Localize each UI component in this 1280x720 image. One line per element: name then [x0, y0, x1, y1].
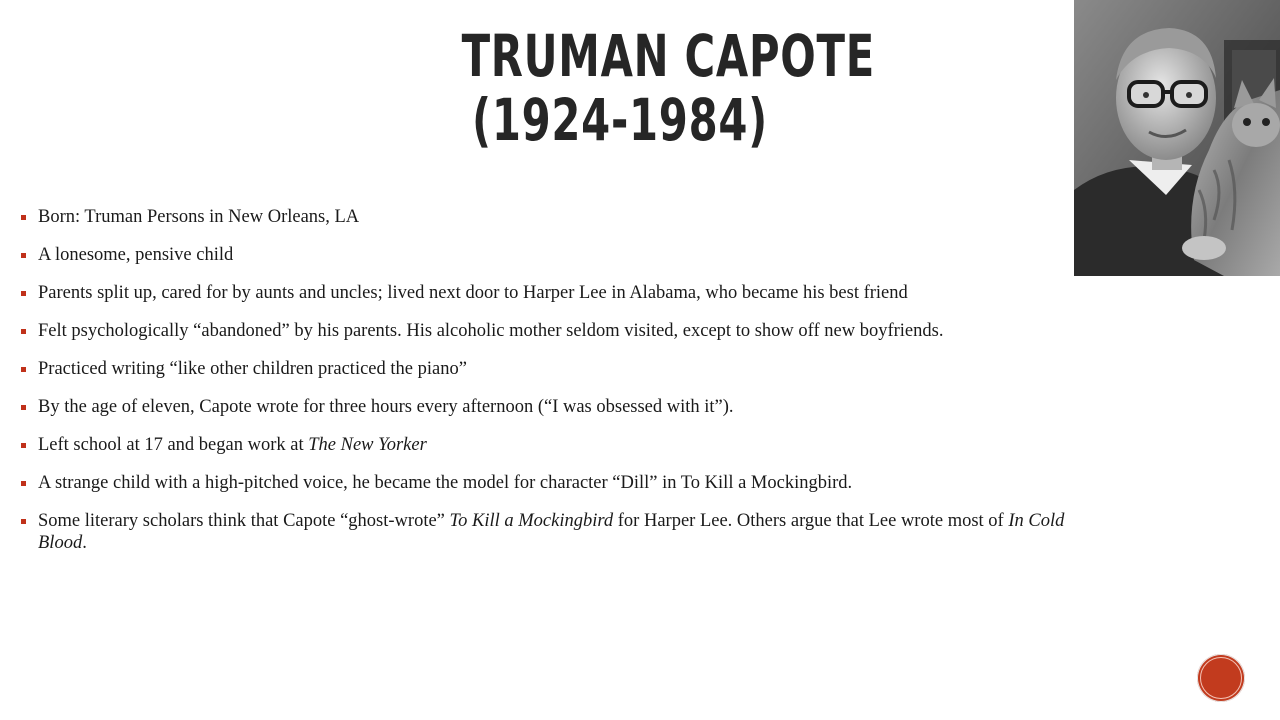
slide-title [461, 22, 875, 154]
portrait-photo-with-cat-icon [1074, 0, 1280, 276]
bullet-square-icon [21, 215, 26, 220]
bullet-text: . [82, 533, 87, 553]
bullet-square-icon [21, 367, 26, 372]
bullet-square-icon [21, 329, 26, 334]
bullet-item [20, 358, 1075, 380]
bullet-text: Parents split up, cared for by aunts and uncles; lived next door to Harper Lee in Alabama, who became his best friend [38, 283, 908, 303]
bullet-square-icon [21, 253, 26, 258]
bullet-text: A strange child with a high-pitched voice, he became the model for character “Dill” in To Kill a Mockingbird. [38, 473, 853, 493]
bullet-text: Practiced writing “like other children practiced the piano” [38, 359, 467, 379]
bullet-text: Born: Truman Persons in New Orleans, LA [38, 207, 360, 227]
bullet-item [20, 434, 1075, 456]
nav-circle-button[interactable] [1197, 654, 1245, 702]
bullet-square-icon [21, 443, 26, 448]
bullet-item [20, 206, 1075, 228]
title-line-years: (1924-1984) [472, 86, 768, 154]
bullet-text: By the age of eleven, Capote wrote for three hours every afternoon (“I was obsessed with it”). [38, 397, 734, 417]
bullet-item [20, 320, 1075, 342]
bullet-text: Left school at 17 and began work at [38, 435, 309, 455]
bullet-text: for Harper Lee. Others argue that Lee wrote most of [613, 511, 1009, 531]
bullet-item [20, 244, 1075, 266]
bullet-square-icon [21, 519, 26, 524]
bullet-item [20, 396, 1075, 418]
bullet-italic-text: To Kill a Mockingbird [449, 511, 614, 531]
bullet-text: Some literary scholars think that Capote “ghost-wrote” [38, 511, 450, 531]
title-line-name: TRUMAN CAPOTE [461, 22, 875, 90]
bullet-item [20, 472, 1075, 494]
bullet-item [20, 510, 1075, 554]
circle-nav-icon [1200, 657, 1242, 699]
bullet-text: Felt psychologically “abandoned” by his parents. His alcoholic mother seldom visited, except to show off new boyfriends. [38, 321, 944, 341]
bullet-italic-text: The New Yorker [308, 435, 427, 455]
bullet-list [20, 206, 1075, 570]
portrait-photo [1074, 0, 1280, 276]
bullet-text: A lonesome, pensive child [38, 245, 234, 265]
bullet-square-icon [21, 291, 26, 296]
bullet-square-icon [21, 481, 26, 486]
bullet-italic-text: In Cold Blood [38, 511, 1065, 553]
bullet-item [20, 282, 1075, 304]
bullet-square-icon [21, 405, 26, 410]
